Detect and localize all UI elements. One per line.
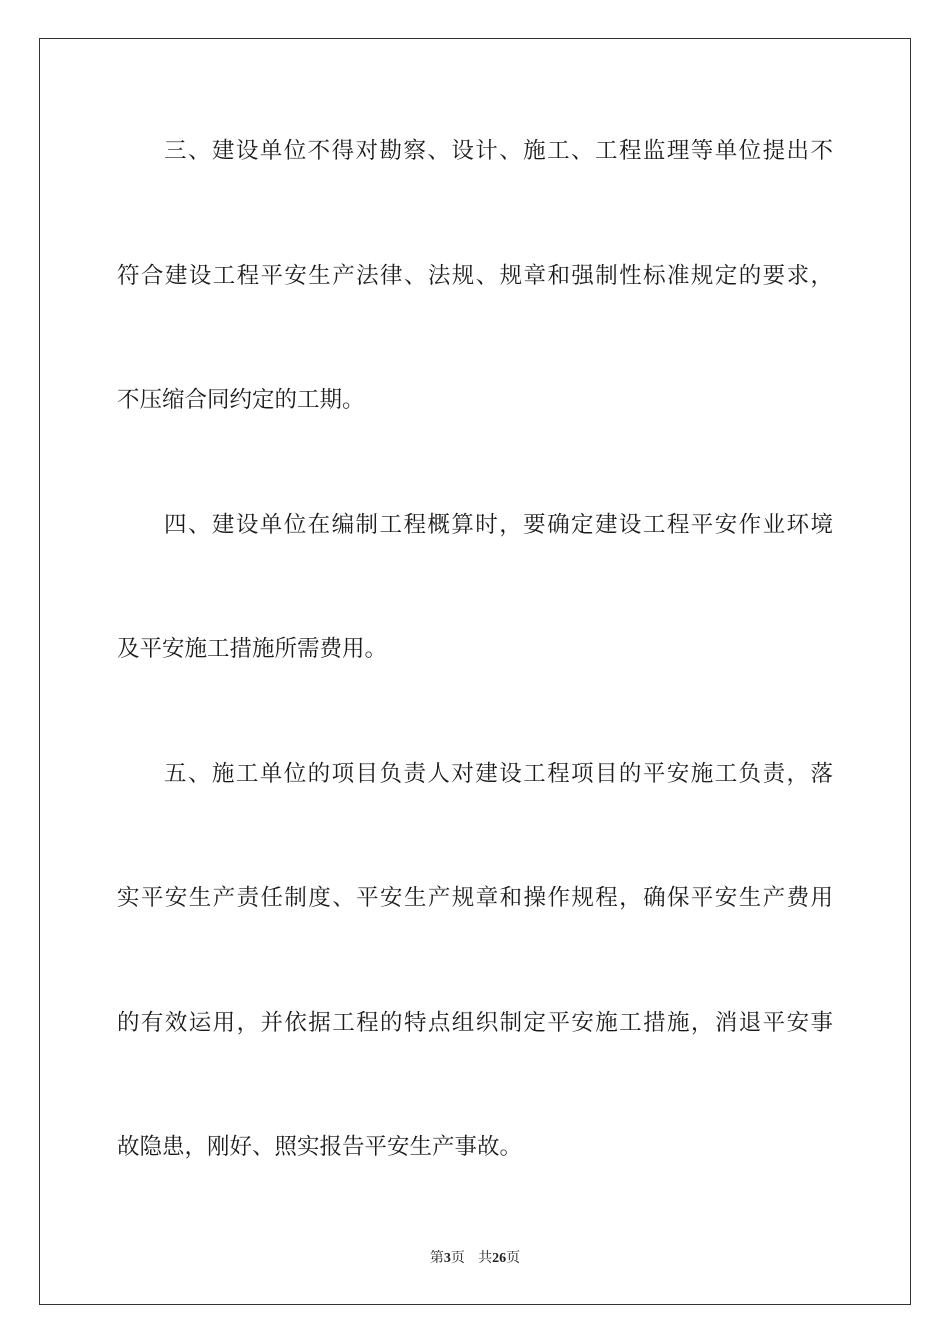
paragraph-3-line-4: 故隐患，刚好、照实报告平安生产事故。 — [117, 1134, 523, 1160]
paragraph-1-line-3: 不压缩合同约定的工期。 — [117, 387, 365, 413]
page-border — [39, 38, 911, 1305]
paragraph-1-line-2: 符合建设工程平安生产法律、法规、规章和强制性标准规定的要求， — [117, 263, 833, 289]
footer-total-pages: 26 — [492, 1251, 507, 1266]
paragraph-3-line-3: 的有效运用，并依据工程的特点组织制定平安施工措施，消退平安事 — [117, 1010, 833, 1036]
paragraph-2-line-2: 及平安施工措施所需费用。 — [117, 636, 388, 662]
page-footer — [0, 1248, 950, 1269]
paragraph-1-line-1: 三、建设单位不得对勘察、设计、施工、工程监理等单位提出不 — [164, 138, 833, 164]
paragraph-3-line-2: 实平安生产责任制度、平安生产规章和操作规程，确保平安生产费用 — [117, 885, 833, 911]
paragraph-2-line-1: 四、建设单位在编制工程概算时，要确定建设工程平安作业环境 — [164, 512, 833, 538]
footer-total-suffix: 页 — [506, 1250, 521, 1266]
footer-page-prefix: 第 — [429, 1250, 444, 1266]
footer-page-suffix: 页 — [450, 1250, 465, 1266]
footer-total-prefix: 共 — [478, 1250, 493, 1266]
paragraph-3-line-1: 五、施工单位的项目负责人对建设工程项目的平安施工负责，落 — [164, 761, 833, 787]
footer-page-number: 3 — [443, 1251, 451, 1266]
